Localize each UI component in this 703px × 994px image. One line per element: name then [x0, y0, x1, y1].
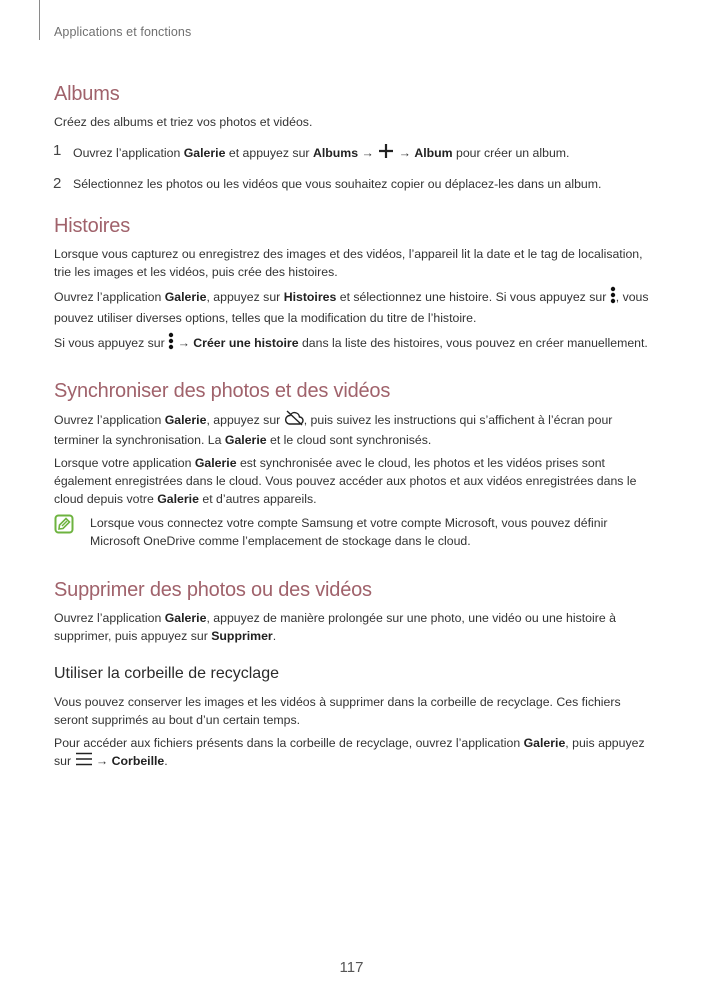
albums-intro: Créez des albums et triez vos photos et vidéos. — [54, 115, 313, 129]
text-run: . — [272, 629, 277, 643]
text-run: , puis appuyez sur — [54, 736, 645, 768]
subsection-title-recycle: Utiliser la corbeille de recyclage — [54, 665, 279, 682]
breadcrumb: Applications et fonctions — [54, 25, 192, 39]
text-run: Lorsque votre application — [54, 456, 195, 470]
text-run: → — [92, 754, 112, 768]
text-run: et sélectionnez une histoire. Si vous appuyez sur — [336, 289, 610, 304]
text-run: , appuyez sur — [206, 289, 284, 304]
sync-paragraph-1 — [54, 410, 654, 449]
note-block — [54, 514, 654, 550]
text-run: et d’autres appareils. — [198, 492, 317, 506]
bold-term: Créer une histoire — [193, 335, 299, 350]
section-title-albums: Albums — [54, 83, 120, 105]
text-run: Ouvrez l’application — [73, 145, 184, 160]
header-rule — [39, 0, 40, 40]
cloud-sync-off-icon — [284, 410, 304, 431]
albums-step-1 — [54, 142, 654, 165]
albums-step-2 — [54, 175, 654, 193]
bold-term: Galerie — [157, 492, 199, 506]
text-run: → — [395, 145, 415, 160]
text-run: est synchronisée avec le cloud, les photos et les vidéos prises sont également enregistrées dans le cloud. Vous pouvez accéder aux photos et aux vidéos enregistrées dans le cloud depuis votre — [54, 456, 637, 506]
bold-term: Galerie — [183, 145, 226, 160]
text-run: Pour accéder aux fichiers présents dans la corbeille de recyclage, ouvrez l’application — [54, 736, 524, 750]
text-run: pour créer un album. — [452, 145, 570, 160]
text-run: dans la liste des histoires, vous pouvez en créer manuellement. — [298, 335, 648, 350]
note-pencil-icon — [54, 514, 74, 534]
text-run: . — [164, 754, 168, 768]
note-text: Lorsque vous connectez votre compte Samsung et votre compte Microsoft, vous pouvez définir Microsoft OneDrive comme l’emplacement de stockage dans le cloud. — [90, 516, 608, 548]
bold-term: Galerie — [164, 412, 207, 427]
text-run: Ouvrez l’application — [54, 289, 165, 304]
bold-term: Album — [414, 145, 453, 160]
histoires-paragraph-2 — [54, 286, 654, 327]
bold-term: Galerie — [194, 456, 237, 470]
section-title-delete: Supprimer des photos ou des vidéos — [54, 579, 372, 601]
bold-term: Albums — [312, 145, 359, 160]
text-run: , appuyez de manière prolongée sur une photo, une vidéo ou une histoire à supprimer, puis appuyez sur — [54, 611, 616, 643]
step-text: Sélectionnez les photos ou les vidéos que vous souhaitez copier ou déplacez-les dans un album. — [73, 177, 602, 191]
text-run: , puis suivez les instructions qui s’affichent à l’écran pour terminer la synchronisation. La — [54, 412, 613, 447]
bold-term: Galerie — [164, 289, 207, 304]
recycle-paragraph-2 — [54, 734, 654, 771]
step-text — [73, 142, 569, 165]
bold-term: Galerie — [224, 433, 267, 447]
text-run: , appuyez sur — [206, 412, 284, 427]
section-title-histoires: Histoires — [54, 215, 130, 237]
histoires-paragraph-1: Lorsque vous capturez ou enregistrez des images et des vidéos, l’appareil lit la date et le tag de localisation, trie les images et les vidéos, puis crée des histoires. — [54, 247, 643, 279]
text-run: Ouvrez l’application — [54, 611, 165, 625]
delete-paragraph-1 — [54, 609, 654, 645]
bold-term: Corbeille — [111, 754, 165, 768]
bold-term: Histoires — [283, 289, 337, 304]
sync-paragraph-2 — [54, 454, 654, 508]
step-number: 2 — [53, 175, 62, 192]
page-content — [54, 80, 654, 771]
section-title-sync: Synchroniser des photos et des vidéos — [54, 380, 391, 402]
text-run: Ouvrez l’application — [54, 412, 165, 427]
bold-term: Galerie — [164, 611, 207, 625]
page-number: 117 — [339, 959, 364, 976]
text-run: → — [358, 145, 378, 160]
text-run: , vous pouvez utiliser diverses options, telles que la modification du titre de l’histoire. — [54, 289, 649, 325]
menu-icon — [75, 752, 93, 771]
step-number: 1 — [53, 142, 62, 159]
text-run: et appuyez sur — [225, 145, 313, 160]
bold-term: Supprimer — [211, 629, 273, 643]
text-run: → — [174, 335, 194, 350]
text-run: Si vous appuyez sur — [54, 335, 169, 350]
plus-icon — [377, 142, 395, 165]
bold-term: Galerie — [523, 736, 566, 750]
histoires-paragraph-3 — [54, 332, 654, 355]
recycle-paragraph-1: Vous pouvez conserver les images et les vidéos à supprimer dans la corbeille de recyclage. Ces fichiers seront supprimés au bout d’un certain temps. — [54, 695, 621, 727]
text-run: et le cloud sont synchronisés. — [266, 433, 432, 447]
